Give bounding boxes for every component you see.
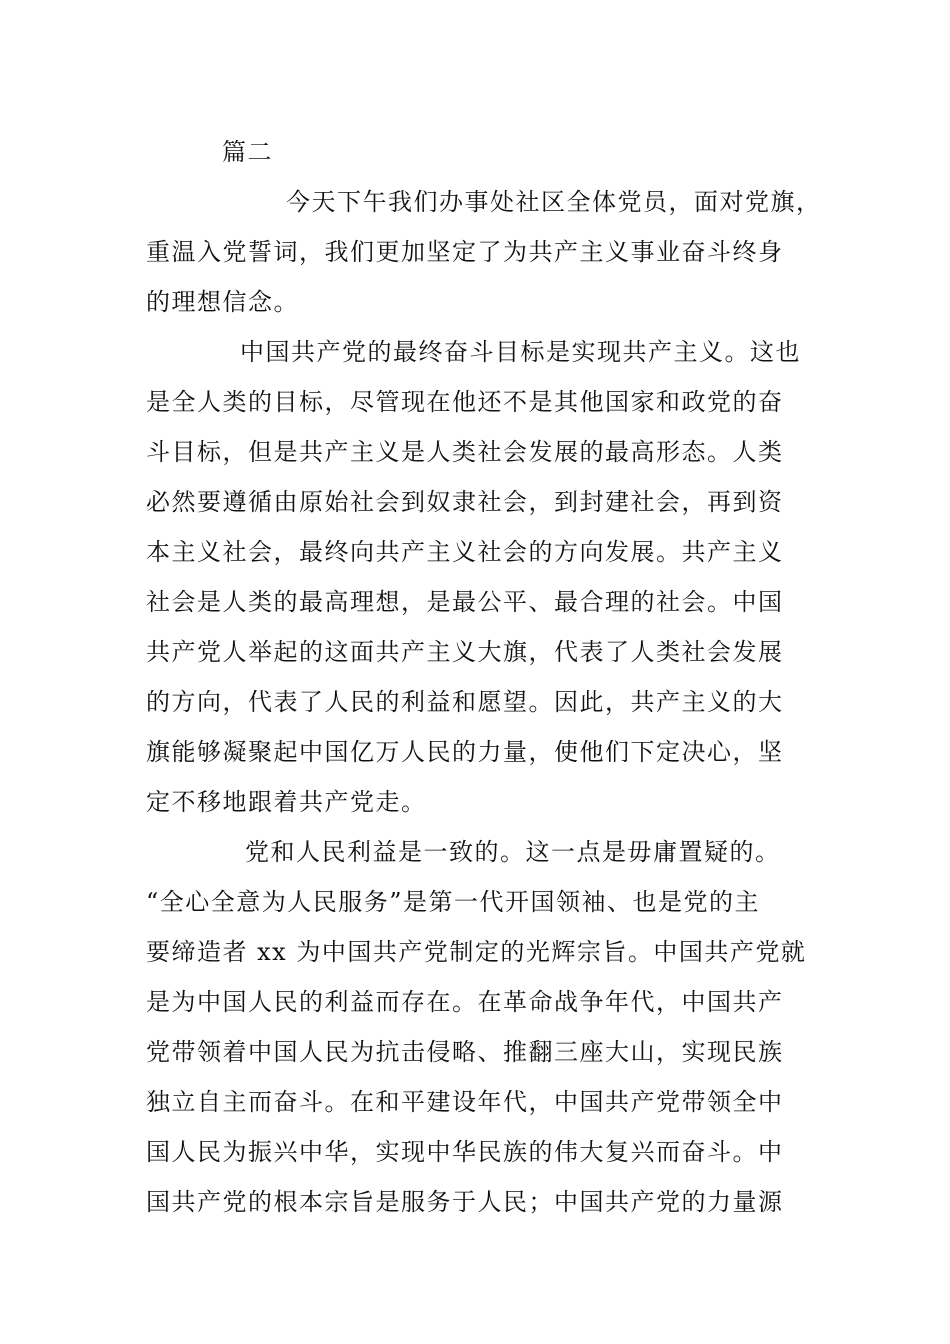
paragraph-line: 要缔造者 xx 为中国共产党制定的光辉宗旨。中国共产党就 xyxy=(146,938,807,966)
paragraph-line: 是为中国人民的利益而存在。在革命战争年代，中国共产 xyxy=(146,988,784,1016)
section-heading: 篇二 xyxy=(222,138,273,166)
paragraph-line: 本主义社会，最终向共产主义社会的方向发展。共产主义 xyxy=(146,538,784,566)
paragraph-line: “全心全意为人民服务”是第一代开国领袖、也是党的主 xyxy=(146,888,761,916)
paragraph-line: 定不移地跟着共产党走。 xyxy=(146,788,427,816)
paragraph-line: 中国共产党的最终奋斗目标是实现共产主义。这也 xyxy=(240,338,801,366)
paragraph-line: 今天下午我们办事处社区全体党员，面对党旗， xyxy=(286,188,822,216)
paragraph-line: 的理想信念。 xyxy=(146,288,299,316)
paragraph-line: 国共产党的根本宗旨是服务于人民；中国共产党的力量源 xyxy=(146,1188,784,1216)
paragraph-line: 共产党人举起的这面共产主义大旗，代表了人类社会发展 xyxy=(146,638,784,666)
paragraph-line: 必然要遵循由原始社会到奴隶社会，到封建社会，再到资 xyxy=(146,488,784,516)
paragraph-line: 是全人类的目标，尽管现在他还不是其他国家和政党的奋 xyxy=(146,388,784,416)
paragraph-line: 旗能够凝聚起中国亿万人民的力量，使他们下定决心，坚 xyxy=(146,738,784,766)
paragraph-line: 斗目标，但是共产主义是人类社会发展的最高形态。人类 xyxy=(146,438,784,466)
paragraph-line: 党和人民利益是一致的。这一点是毋庸置疑的。 xyxy=(245,838,781,866)
paragraph-line: 党带领着中国人民为抗击侵略、推翻三座大山，实现民族 xyxy=(146,1038,784,1066)
paragraph-line: 独立自主而奋斗。在和平建设年代，中国共产党带领全中 xyxy=(146,1088,784,1116)
paragraph-line: 重温入党誓词，我们更加坚定了为共产主义事业奋斗终身 xyxy=(146,238,784,266)
paragraph-line: 的方向，代表了人民的利益和愿望。因此，共产主义的大 xyxy=(146,688,784,716)
paragraph-line: 国人民为振兴中华，实现中华民族的伟大复兴而奋斗。中 xyxy=(146,1138,784,1166)
paragraph-line: 社会是人类的最高理想，是最公平、最合理的社会。中国 xyxy=(146,588,784,616)
